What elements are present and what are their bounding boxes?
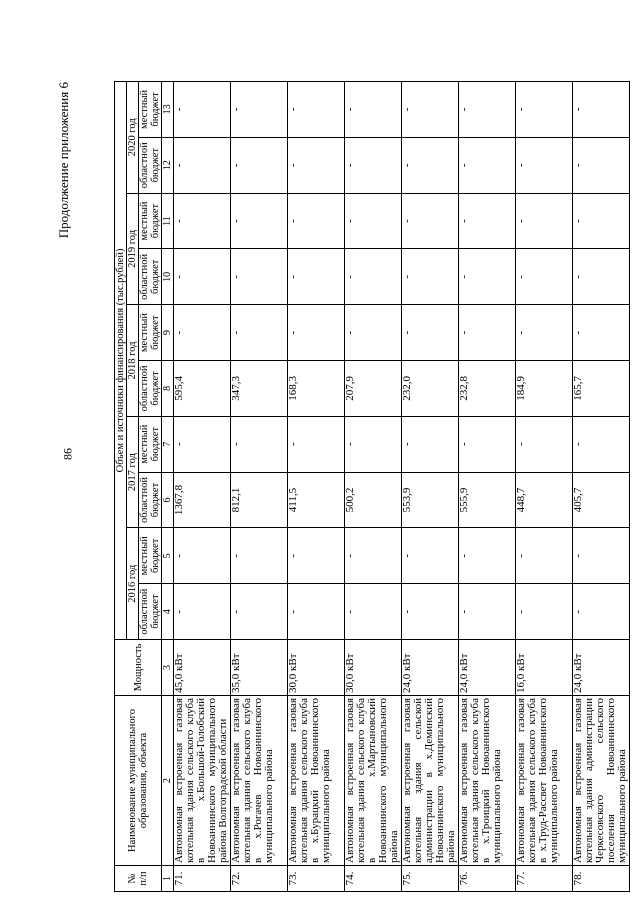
funding-cell: 1367,8 [174, 472, 231, 528]
funding-cell: - [516, 305, 573, 361]
header-no: № п/п [115, 866, 162, 892]
funding-cell: - [402, 81, 459, 137]
row-number: 78. [573, 866, 630, 892]
funding-cell: 405,7 [573, 472, 630, 528]
funding-cell: - [573, 528, 630, 584]
column-number: 3 [162, 640, 174, 696]
object-name: Автономная встроенная газовая котельная здания сельского клуба в х.Троицкий Новоаннинского муниципального района [459, 696, 516, 866]
funding-table [114, 81, 630, 892]
column-number: 12 [162, 137, 174, 193]
header-regional-budget: областной бюджет [139, 249, 162, 305]
table-row [402, 81, 459, 891]
object-name: Автономная встроенная газовая котельная здания сельского клуба в х.Мартыновский Новоаннинского муниципального района [345, 696, 402, 866]
funding-cell: - [402, 528, 459, 584]
header-funding: Объем и источники финансирования (тыс.рублей) [115, 81, 127, 639]
object-name: Автономная встроенная газовая котельная здания сельского клуба в х.Большой-Голобский Новоаннинского муниципального района Волгоградской области [174, 696, 231, 866]
funding-cell: - [573, 81, 630, 137]
row-number: 76. [459, 866, 516, 892]
row-number: 77. [516, 866, 573, 892]
funding-cell: - [174, 584, 231, 640]
header-regional-budget: областной бюджет [139, 584, 162, 640]
power-value: 24,0 кВт [459, 640, 516, 696]
continued-label: Продолжение приложения 6 [56, 82, 71, 239]
funding-cell: - [459, 584, 516, 640]
power-value: 45,0 кВт [174, 640, 231, 696]
funding-cell: - [345, 81, 402, 137]
header-year-2017: 2017 год [127, 416, 139, 528]
column-number: 9 [162, 305, 174, 361]
funding-cell: - [516, 416, 573, 472]
funding-cell: - [174, 193, 231, 249]
power-value: 30,0 кВт [288, 640, 345, 696]
row-number: 72. [231, 866, 288, 892]
funding-cell: 448,7 [516, 472, 573, 528]
funding-cell: - [231, 81, 288, 137]
funding-cell: - [288, 584, 345, 640]
funding-cell: - [288, 416, 345, 472]
funding-cell: - [231, 416, 288, 472]
funding-cell: - [516, 584, 573, 640]
funding-cell: - [231, 249, 288, 305]
row-number: 74. [345, 866, 402, 892]
funding-cell: - [459, 193, 516, 249]
funding-cell: - [231, 305, 288, 361]
object-name: Автономная встроенная газовая котельная здания сельского клуба в х.Рогачев Новоаннинского муниципального района [231, 696, 288, 866]
table-row [288, 81, 345, 891]
column-number: 6 [162, 472, 174, 528]
funding-cell: 553,9 [402, 472, 459, 528]
funding-cell: - [573, 249, 630, 305]
funding-cell: 595,4 [174, 361, 231, 417]
funding-cell: - [231, 193, 288, 249]
funding-cell: - [288, 249, 345, 305]
header-year-2016: 2016 год [127, 528, 139, 640]
funding-cell: - [345, 584, 402, 640]
funding-cell: - [231, 584, 288, 640]
funding-cell: - [459, 137, 516, 193]
funding-cell: - [573, 416, 630, 472]
power-value: 24,0 кВт [402, 640, 459, 696]
funding-cell: 347,3 [231, 361, 288, 417]
funding-cell: 207,9 [345, 361, 402, 417]
header-local-budget: местный бюджет [139, 416, 162, 472]
column-number: 11 [162, 193, 174, 249]
header-local-budget: местный бюджет [139, 193, 162, 249]
column-number-row [162, 81, 174, 891]
funding-cell: - [345, 416, 402, 472]
header-local-budget: местный бюджет [139, 305, 162, 361]
funding-cell: 555,9 [459, 472, 516, 528]
header-year-2020: 2020 год [127, 81, 139, 193]
table-row [516, 81, 573, 891]
funding-cell: - [573, 305, 630, 361]
power-value: 30,0 кВт [345, 640, 402, 696]
funding-cell: - [573, 137, 630, 193]
funding-cell: - [288, 305, 345, 361]
header-local-budget: местный бюджет [139, 81, 162, 137]
column-number: 2 [162, 696, 174, 866]
funding-cell: - [573, 193, 630, 249]
column-number: 8 [162, 361, 174, 417]
funding-cell: - [345, 193, 402, 249]
funding-cell: - [459, 249, 516, 305]
funding-cell: 168,3 [288, 361, 345, 417]
funding-cell: - [345, 137, 402, 193]
funding-cell: - [402, 249, 459, 305]
funding-cell: - [402, 305, 459, 361]
funding-cell: - [174, 416, 231, 472]
header-name: Наименование муниципального образования, объекта [115, 696, 162, 866]
power-value: 24,0 кВт [573, 640, 630, 696]
table-row [231, 81, 288, 891]
row-number: 75. [402, 866, 459, 892]
funding-cell: - [459, 416, 516, 472]
funding-cell: 184,9 [516, 361, 573, 417]
funding-cell: - [345, 528, 402, 584]
funding-cell: - [174, 528, 231, 584]
funding-cell: 165,7 [573, 361, 630, 417]
funding-cell: - [288, 81, 345, 137]
funding-cell: - [402, 137, 459, 193]
funding-cell: - [174, 137, 231, 193]
funding-cell: - [459, 528, 516, 584]
funding-cell: - [231, 528, 288, 584]
column-number: 1 [162, 866, 174, 892]
funding-cell: - [516, 249, 573, 305]
row-number: 73. [288, 866, 345, 892]
funding-cell: 411,5 [288, 472, 345, 528]
funding-cell: - [402, 193, 459, 249]
funding-cell: - [516, 137, 573, 193]
table-row [573, 81, 630, 891]
funding-cell: - [459, 305, 516, 361]
funding-cell: - [573, 584, 630, 640]
table-body [174, 81, 630, 891]
power-value: 35,0 кВт [231, 640, 288, 696]
funding-cell: - [288, 193, 345, 249]
header-power: Мощность [115, 640, 162, 696]
row-number: 71. [174, 866, 231, 892]
header-year-2018: 2018 год [127, 305, 139, 417]
funding-cell: - [345, 305, 402, 361]
column-number: 13 [162, 81, 174, 137]
funding-cell: - [402, 584, 459, 640]
funding-cell: - [516, 528, 573, 584]
header-regional-budget: областной бюджет [139, 137, 162, 193]
table-row [345, 81, 402, 891]
power-value: 16,0 кВт [516, 640, 573, 696]
object-name: Автономная встроенная газовая котельная здания сельского клуба в х.Бурацкий Новоаннинского муниципального района [288, 696, 345, 866]
funding-cell: - [288, 528, 345, 584]
funding-cell: - [174, 305, 231, 361]
funding-cell: 500,2 [345, 472, 402, 528]
object-name: Автономная встроенная газовая котельная здания администрации Черкесовского сельского поселения Новоаннинского муниципального района [573, 696, 630, 866]
header-local-budget: местный бюджет [139, 528, 162, 584]
table-row [174, 81, 231, 891]
funding-cell: 812,1 [231, 472, 288, 528]
header-regional-budget: областной бюджет [139, 361, 162, 417]
page-number: 86 [60, 448, 75, 460]
header-regional-budget: областной бюджет [139, 472, 162, 528]
table-row [459, 81, 516, 891]
funding-cell: - [174, 249, 231, 305]
object-name: Автономная встроенная газовая котельная здания сельского клуба в х.Труд-Рассвет Новоаннинского муниципального района [516, 696, 573, 866]
funding-cell: - [288, 137, 345, 193]
funding-cell: - [231, 137, 288, 193]
column-number: 7 [162, 416, 174, 472]
funding-cell: 232,8 [459, 361, 516, 417]
funding-cell: 232,0 [402, 361, 459, 417]
column-number: 4 [162, 584, 174, 640]
funding-cell: - [345, 249, 402, 305]
funding-cell: - [516, 81, 573, 137]
funding-cell: - [459, 81, 516, 137]
funding-cell: - [174, 81, 231, 137]
header-year-2019: 2019 год [127, 193, 139, 305]
column-number: 5 [162, 528, 174, 584]
funding-cell: - [402, 416, 459, 472]
object-name: Автономная встроенная газовая котельная здания сельской администрации в х.Деминский Новоаннинского муниципального района [402, 696, 459, 866]
column-number: 10 [162, 249, 174, 305]
funding-cell: - [516, 193, 573, 249]
